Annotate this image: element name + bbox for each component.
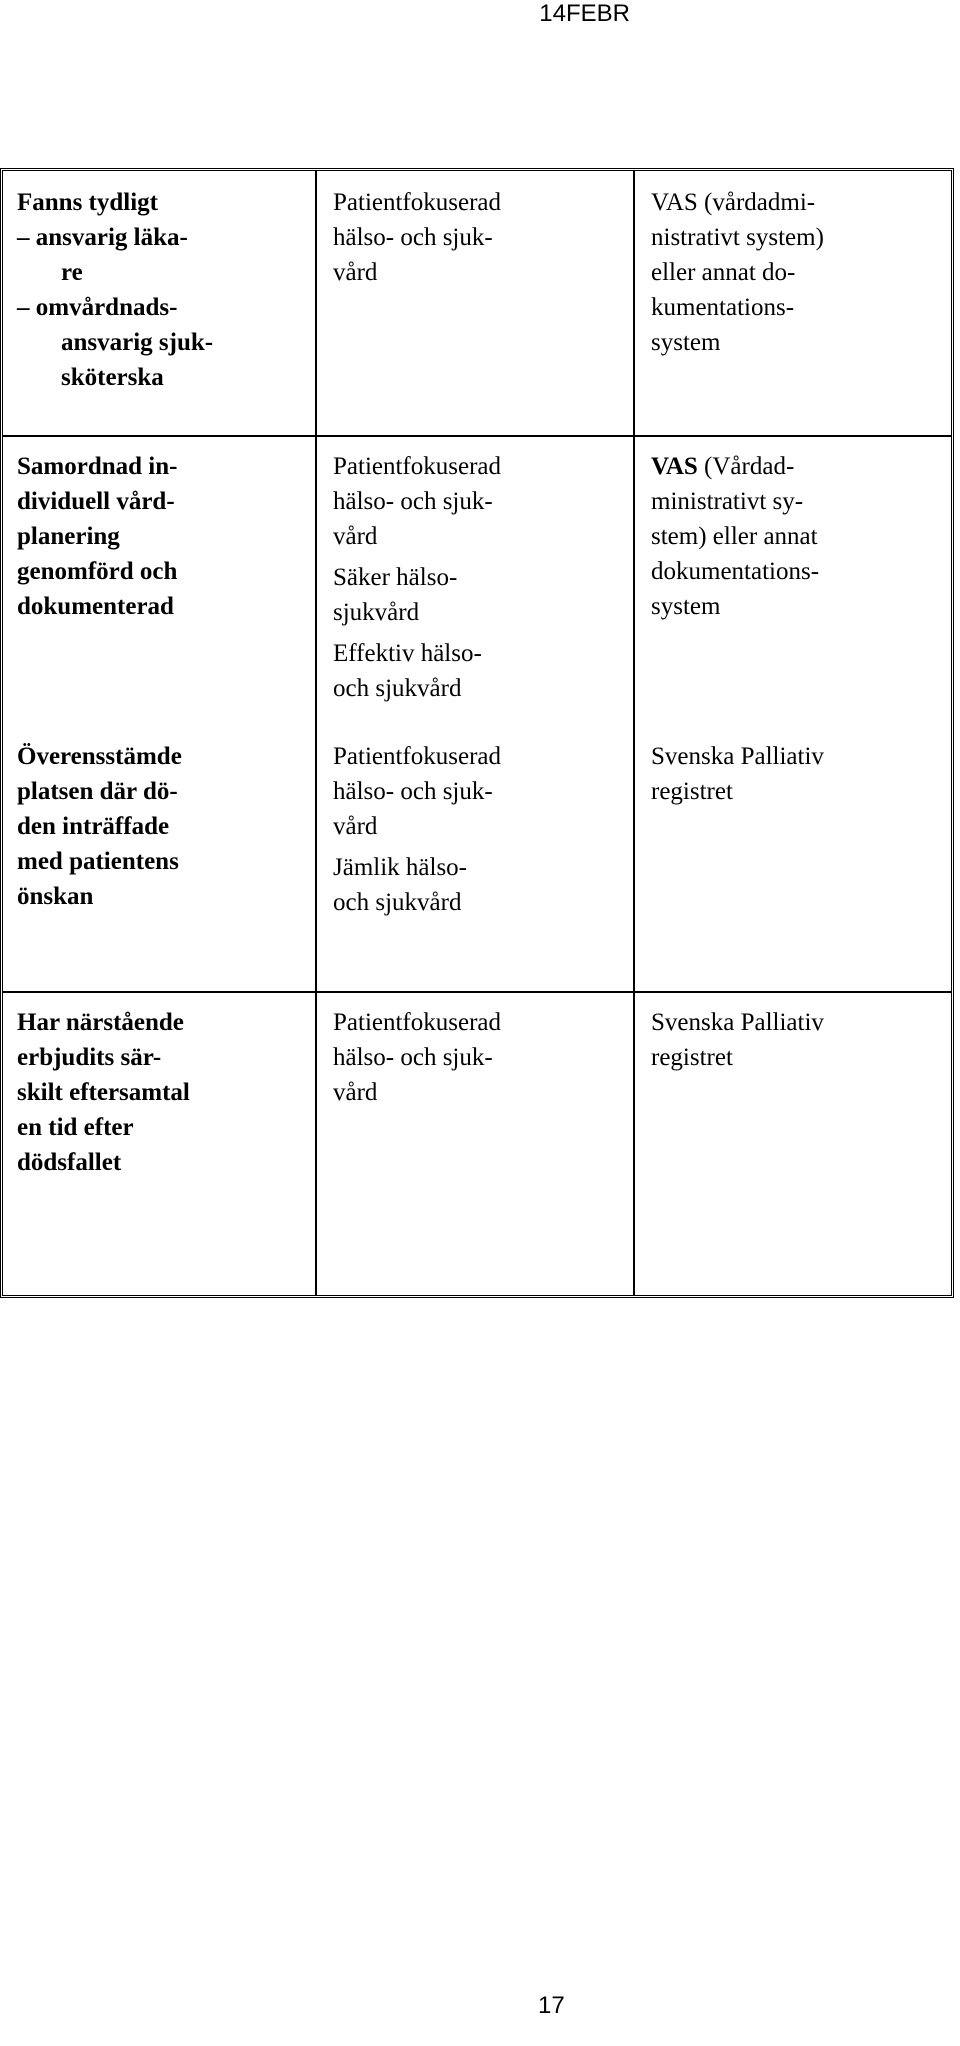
question-cell — [17, 739, 307, 914]
data-source-cell — [651, 449, 941, 624]
quality-area-line: hälso- och sjuk- — [333, 224, 493, 251]
document-code: 14FEBR — [539, 0, 630, 27]
quality-area-line: sjukvård — [333, 599, 420, 626]
data-source-line: nistrativt system) — [651, 224, 824, 251]
question-line: skilt eftersamtal — [17, 1079, 190, 1106]
question-line: en tid efter — [17, 1114, 134, 1141]
quality-area-block — [333, 850, 623, 920]
data-source-text: (Vårdad- — [697, 453, 795, 480]
data-source-line: Svenska Palliativ — [651, 743, 824, 770]
quality-area-block — [333, 560, 623, 630]
quality-area-line: vård — [333, 1079, 378, 1106]
column-divider — [633, 171, 635, 1295]
data-source-line: Svenska Palliativ — [651, 1009, 824, 1036]
question-cell — [17, 1005, 307, 1180]
quality-area-line: Jämlik hälso- — [333, 854, 468, 881]
question-cell — [17, 185, 307, 395]
data-source-cell — [651, 1005, 941, 1075]
quality-area-block — [333, 185, 623, 290]
data-source-line: registret — [651, 1044, 733, 1071]
quality-area-cell — [333, 1005, 623, 1116]
page-number: 17 — [538, 1992, 565, 2019]
quality-area-block — [333, 449, 623, 554]
question-line: planering — [17, 523, 120, 550]
data-source-line: VAS (vårdadmi- — [651, 189, 816, 216]
quality-area-line: Effektiv hälso- — [333, 640, 482, 667]
data-source-bold: VAS — [651, 453, 698, 480]
question-line: re — [61, 259, 83, 286]
column-divider — [315, 171, 317, 1295]
question-line: med patientens — [17, 848, 179, 875]
quality-area-block — [333, 636, 623, 706]
question-line: Fanns tydligt — [17, 189, 159, 216]
data-source-line: ministrativt sy- — [651, 488, 804, 515]
data-source-line: system — [651, 329, 721, 356]
question-line: ansvarig sjuk- — [61, 329, 214, 356]
question-cell — [17, 449, 307, 624]
question-line: Samordnad in- — [17, 453, 178, 480]
quality-area-line: vård — [333, 259, 378, 286]
question-line: platsen där dö- — [17, 778, 178, 805]
quality-area-line: vård — [333, 813, 378, 840]
data-source-cell — [651, 739, 941, 809]
question-line: dödsfallet — [17, 1149, 122, 1176]
data-source-line: system — [651, 593, 721, 620]
quality-area-line: och sjukvård — [333, 889, 462, 916]
question-line: erbjudits sär- — [17, 1044, 162, 1071]
data-source-line: registret — [651, 778, 733, 805]
question-line: önskan — [17, 883, 94, 910]
quality-area-line: hälso- och sjuk- — [333, 778, 493, 805]
question-line: Har närstående — [17, 1009, 184, 1036]
quality-area-line: Säker hälso- — [333, 564, 458, 591]
data-source-line: kumentations- — [651, 294, 795, 321]
quality-area-cell — [333, 449, 623, 712]
question-line: – omvårdnads- — [17, 294, 178, 321]
quality-area-line: Patientfokuserad — [333, 189, 502, 216]
quality-area-cell — [333, 739, 623, 926]
question-line: – ansvarig läka- — [17, 224, 188, 251]
data-source-line: eller annat do- — [651, 259, 796, 286]
quality-area-line: Patientfokuserad — [333, 743, 502, 770]
quality-area-block — [333, 739, 623, 844]
question-line: Överensstämde — [17, 743, 182, 770]
quality-area-line: hälso- och sjuk- — [333, 1044, 493, 1071]
question-line: dokumenterad — [17, 593, 174, 620]
data-source-line: stem) eller annat — [651, 523, 818, 550]
data-source-line: dokumentations- — [651, 558, 820, 585]
data-source-line — [651, 449, 941, 484]
quality-area-line: och sjukvård — [333, 675, 462, 702]
quality-area-line: Patientfokuserad — [333, 453, 502, 480]
row-divider — [3, 991, 951, 993]
data-source-cell — [651, 185, 941, 360]
row-divider — [3, 435, 951, 437]
quality-area-block — [333, 1005, 623, 1110]
question-line: dividuell vård- — [17, 488, 175, 515]
question-line: den inträffade — [17, 813, 170, 840]
indicator-table — [0, 168, 954, 1298]
quality-area-cell — [333, 185, 623, 296]
quality-area-line: vård — [333, 523, 378, 550]
question-line: sköterska — [61, 364, 164, 391]
question-line: genomförd och — [17, 558, 178, 585]
quality-area-line: hälso- och sjuk- — [333, 488, 493, 515]
quality-area-line: Patientfokuserad — [333, 1009, 502, 1036]
